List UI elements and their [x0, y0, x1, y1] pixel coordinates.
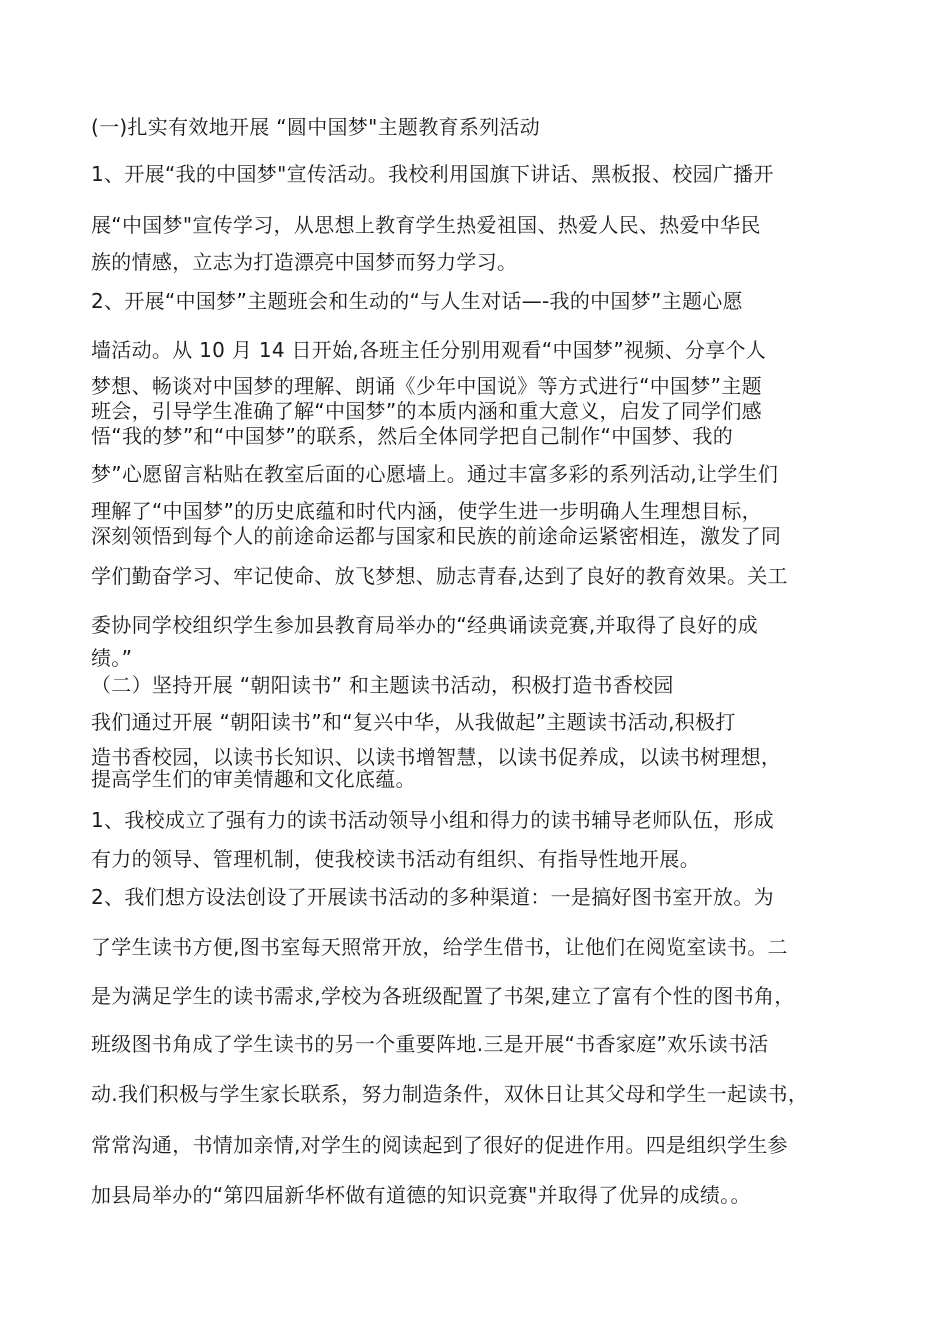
paragraph-line: 加县局举办的“第四届新华杯做有道德的知识竞赛"并取得了优异的成绩。。 — [91, 1183, 751, 1207]
paragraph-line: 提高学生们的审美情趣和文化底蕴。 — [91, 767, 416, 791]
paragraph-line: 2、我们想方设法创设了开展读书活动的多种渠道：一是搞好图书室开放。为 — [91, 885, 774, 909]
paragraph-line: 班会，引导学生准确了解“中国梦”的本质内涵和重大意义，启发了同学们感 — [91, 399, 762, 423]
paragraph-line: 2、开展“中国梦”主题班会和生动的“与人生对话—-我的中国梦”主题心愿 — [91, 289, 743, 313]
paragraph-line: 悟“我的梦”和“中国梦”的联系，然后全体同学把自己制作“中国梦、我的 — [91, 424, 734, 448]
paragraph-line: 我们通过开展 “朝阳读书”和“复兴中华，从我做起”主题读书活动,积极打 — [91, 710, 736, 734]
paragraph-line: 1、开展“我的中国梦"宣传活动。我校利用国旗下讲话、黑板报、校园广播开 — [91, 162, 774, 186]
paragraph-line: 梦”心愿留言粘贴在教室后面的心愿墙上。通过丰富多彩的系列活动,让学生们 — [91, 462, 779, 486]
paragraph-line: 深刻领悟到每个人的前途命运都与国家和民族的前途命运紧密相连，激发了同 — [91, 524, 782, 548]
paragraph-line: 动.我们积极与学生家长联系，努力制造条件，双休日让其父母和学生一起读书， — [91, 1082, 809, 1106]
paragraph-line: 墙活动。从 10 月 14 日开始,各班主任分别用观看“中国梦”视频、分享个人 — [91, 338, 767, 362]
paragraph-line: 展“中国梦"宣传学习，从思想上教育学生热爱祖国、热爱人民、热爱中华民 — [91, 213, 761, 237]
paragraph-line: 绩。” — [91, 646, 133, 670]
paragraph-line: 委协同学校组织学生参加县教育局举办的“经典诵读竞赛,并取得了良好的成 — [91, 613, 758, 637]
section-heading-1: (一)扎实有效地开展 “圆中国梦"主题教育系列活动 — [91, 115, 541, 139]
paragraph-line: 1、我校成立了强有力的读书活动领导小组和得力的读书辅导老师队伍，形成 — [91, 808, 774, 832]
section-heading-2: （二）坚持开展 “朝阳读书” 和主题读书活动，积极打造书香校园 — [91, 673, 674, 697]
paragraph-line: 梦想、畅谈对中国梦的理解、朗诵《少年中国说》等方式进行“中国梦”主题 — [91, 374, 762, 398]
paragraph-line: 理解了“中国梦”的历史底蕴和时代内涵，使学生进一步明确人生理想目标， — [91, 499, 762, 523]
paragraph-line: 有力的领导、管理机制，使我校读书活动有组织、有指导性地开展。 — [91, 847, 700, 871]
paragraph-line: 学们勤奋学习、牢记使命、放飞梦想、励志青春,达到了良好的教育效果。关工 — [91, 564, 788, 588]
paragraph-line: 是为满足学生的读书需求,学校为各班级配置了书架,建立了富有个性的图书角， — [91, 984, 795, 1008]
paragraph-line: 族的情感，立志为打造漂亮中国梦而努力学习。 — [91, 250, 518, 274]
paragraph-line: 了学生读书方便,图书室每天照常开放，给学生借书，让他们在阅览室读书。二 — [91, 935, 788, 959]
paragraph-line: 班级图书角成了学生读书的另一个重要阵地.三是开展“书香家庭”欢乐读书活 — [91, 1032, 769, 1056]
paragraph-line: 常常沟通，书情加亲情,对学生的阅读起到了很好的促进作用。四是组织学生参 — [91, 1133, 788, 1157]
paragraph-line: 造书香校园，以读书长知识、以读书增智慧，以读书促养成，以读书树理想， — [91, 745, 782, 769]
